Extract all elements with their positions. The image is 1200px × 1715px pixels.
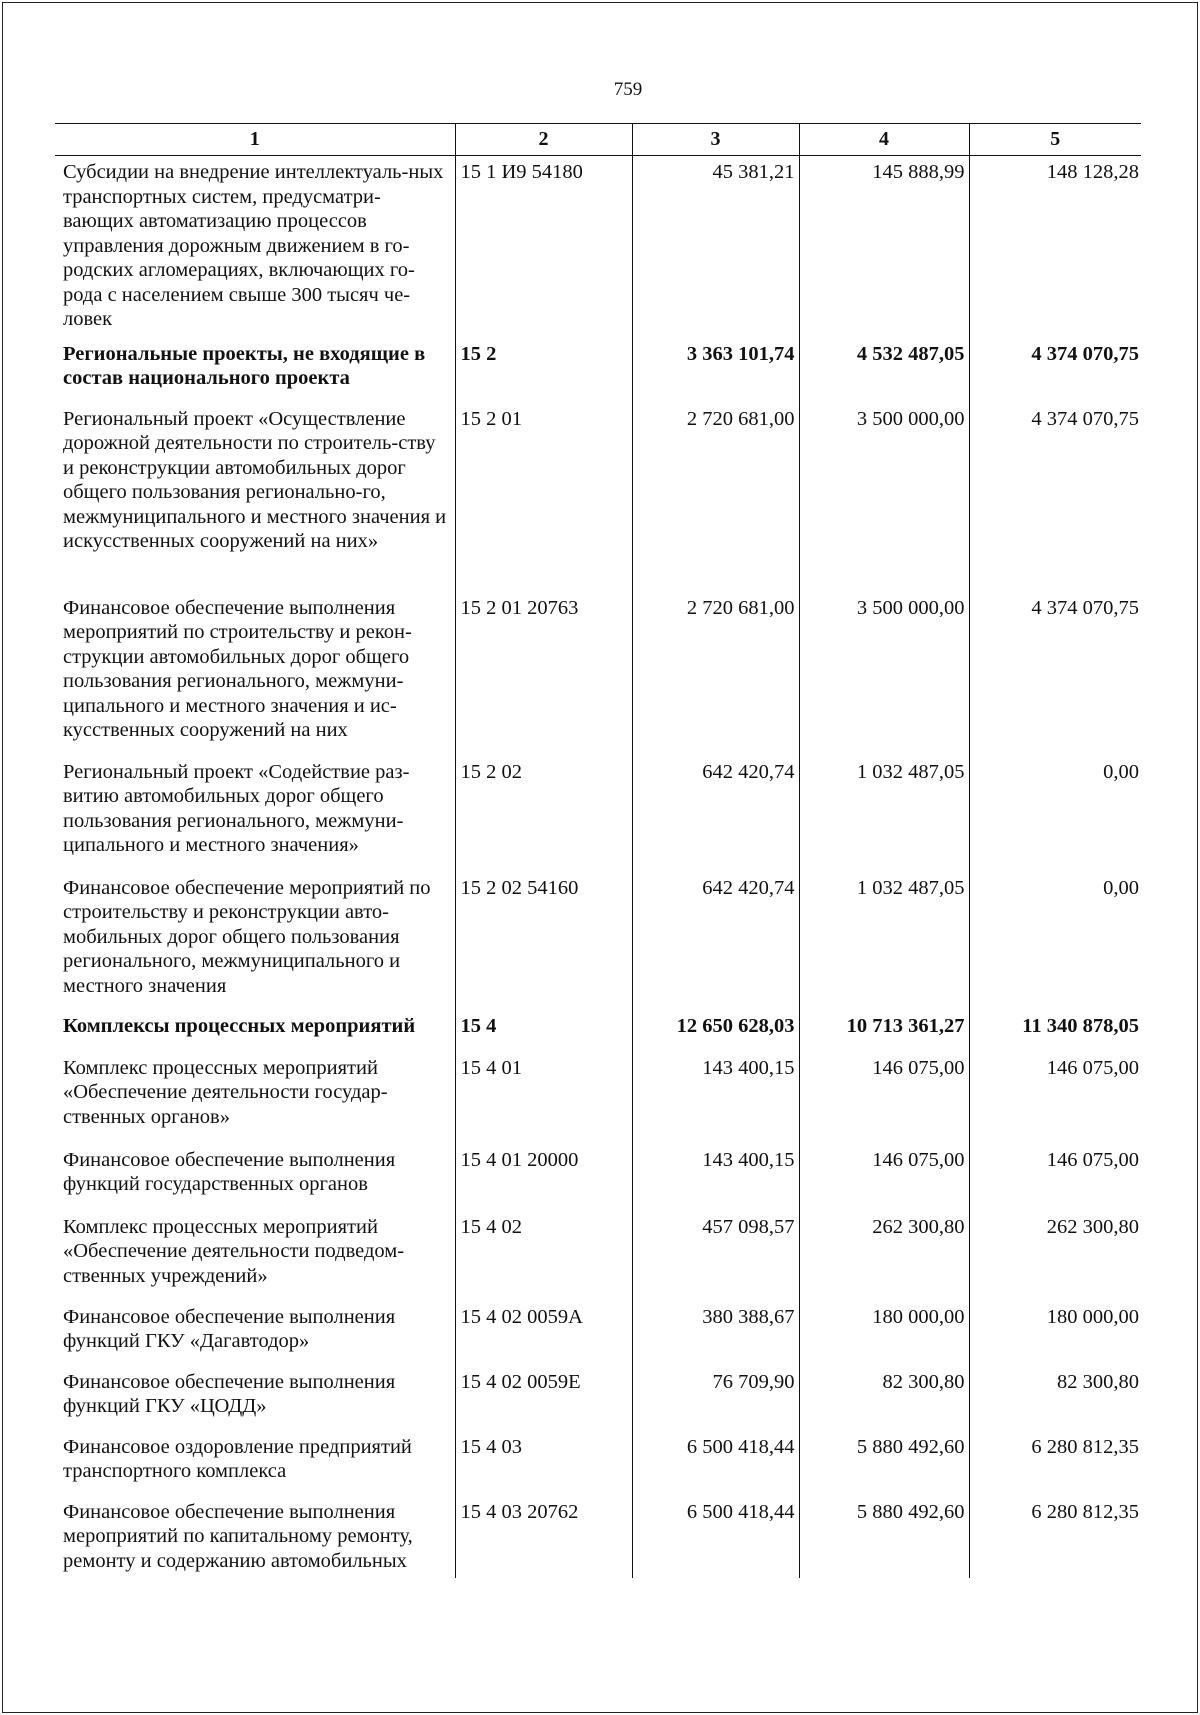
value-col-4: 1 032 487,05 <box>799 756 969 872</box>
item-name: Региональный проект «Осуществление дорожной деятельности по строитель-ству и реконструкции автомобильных дорог общего пользования регионально-го, межмуниципального и местного значения и искусственных сооружений на них» <box>63 407 447 552</box>
value-col-5: 4 374 070,75 <box>969 403 1141 592</box>
value-col-3: 45 381,21 <box>632 156 799 338</box>
item-name: Финансовое оздоровление предприятий транспортного комплекса <box>63 1435 412 1482</box>
table-row <box>55 592 1141 756</box>
item-name: Комплексы процессных мероприятий <box>63 1014 416 1037</box>
value-col-3: 642 420,74 <box>632 872 799 1010</box>
table-row <box>55 1366 1141 1431</box>
header-col-3: 3 <box>632 124 799 156</box>
item-name: Субсидии на внедрение интеллектуаль-ных транспортных систем, предусматри-вающих автоматизацию процессов управления дорожным движением в го-родских агломерациях, включающих го-рода с населением свыше 300 тысяч че-ловек <box>63 161 444 330</box>
value-col-3: 12 650 628,03 <box>632 1010 799 1052</box>
value-col-4: 1 032 487,05 <box>799 872 969 1010</box>
budget-table <box>55 123 1141 1578</box>
item-code: 15 4 <box>455 1010 632 1052</box>
table-row <box>55 338 1141 403</box>
value-col-5: 6 280 812,35 <box>969 1496 1141 1578</box>
value-col-5: 4 374 070,75 <box>969 592 1141 756</box>
table-row <box>55 1010 1141 1052</box>
value-col-3: 2 720 681,00 <box>632 403 799 592</box>
value-col-5: 146 075,00 <box>969 1144 1141 1211</box>
item-name: Комплекс процессных мероприятий «Обеспечение деятельности государ-ственных органов» <box>63 1056 388 1128</box>
value-col-4: 180 000,00 <box>799 1301 969 1366</box>
header-col-2: 2 <box>455 124 632 156</box>
header-col-1: 1 <box>55 124 455 156</box>
value-col-4: 146 075,00 <box>799 1144 969 1211</box>
value-col-4: 10 713 361,27 <box>799 1010 969 1052</box>
value-col-3: 143 400,15 <box>632 1144 799 1211</box>
table-body <box>55 156 1141 1578</box>
value-col-3: 6 500 418,44 <box>632 1431 799 1496</box>
value-col-3: 642 420,74 <box>632 756 799 872</box>
item-code: 15 4 02 0059А <box>455 1301 632 1366</box>
value-col-3: 2 720 681,00 <box>632 592 799 756</box>
item-name: Региональный проект «Содействие раз-витию автомобильных дорог общего пользования регионального, межмуни-ципального и местного значения» <box>63 760 410 856</box>
item-name: Региональные проекты, не входящие в состав национального проекта <box>63 342 426 389</box>
value-col-3: 6 500 418,44 <box>632 1496 799 1578</box>
value-col-4: 3 500 000,00 <box>799 403 969 592</box>
item-code: 15 1 И9 54180 <box>455 156 632 338</box>
value-col-5: 4 374 070,75 <box>969 338 1141 403</box>
value-col-4: 146 075,00 <box>799 1052 969 1144</box>
value-col-4: 5 880 492,60 <box>799 1496 969 1578</box>
table-row <box>55 1144 1141 1211</box>
page-number: 759 <box>613 79 643 100</box>
item-code: 15 2 01 <box>455 403 632 592</box>
header-col-4: 4 <box>799 124 969 156</box>
value-col-5: 180 000,00 <box>969 1301 1141 1366</box>
value-col-3: 3 363 101,74 <box>632 338 799 403</box>
header-col-5: 5 <box>969 124 1141 156</box>
table-header <box>55 124 1141 156</box>
table-row <box>55 1211 1141 1301</box>
item-code: 15 4 03 <box>455 1431 632 1496</box>
table-row <box>55 872 1141 1010</box>
item-code: 15 2 <box>455 338 632 403</box>
value-col-5: 11 340 878,05 <box>969 1010 1141 1052</box>
item-code: 15 4 01 <box>455 1052 632 1144</box>
table-row <box>55 156 1141 338</box>
value-col-4: 262 300,80 <box>799 1211 969 1301</box>
item-code: 15 4 03 20762 <box>455 1496 632 1578</box>
item-code: 15 2 02 <box>455 756 632 872</box>
table-row <box>55 1301 1141 1366</box>
value-col-5: 146 075,00 <box>969 1052 1141 1144</box>
value-col-3: 457 098,57 <box>632 1211 799 1301</box>
value-col-3: 143 400,15 <box>632 1052 799 1144</box>
item-code: 15 2 02 54160 <box>455 872 632 1010</box>
value-col-4: 4 532 487,05 <box>799 338 969 403</box>
table-row <box>55 403 1141 592</box>
table-row <box>55 1496 1141 1578</box>
item-name: Финансовое обеспечение выполнения мероприятий по капитальному ремонту, ремонту и содержанию автомобильных <box>63 1500 413 1572</box>
value-col-5: 148 128,28 <box>969 156 1141 338</box>
value-col-4: 82 300,80 <box>799 1366 969 1431</box>
item-name: Комплекс процессных мероприятий «Обеспечение деятельности подведом-ственных учреждений» <box>63 1215 405 1287</box>
header-row <box>55 124 1141 156</box>
item-name: Финансовое обеспечение выполнения функций ГКУ «Дагавтодор» <box>63 1305 396 1352</box>
value-col-5: 6 280 812,35 <box>969 1431 1141 1496</box>
value-col-4: 5 880 492,60 <box>799 1431 969 1496</box>
item-code: 15 4 02 0059Е <box>455 1366 632 1431</box>
value-col-5: 0,00 <box>969 756 1141 872</box>
value-col-5: 0,00 <box>969 872 1141 1010</box>
value-col-5: 262 300,80 <box>969 1211 1141 1301</box>
table-row <box>55 1052 1141 1144</box>
item-name: Финансовое обеспечение выполнения функций государственных органов <box>63 1148 396 1195</box>
table-row <box>55 1431 1141 1496</box>
item-name: Финансовое обеспечение выполнения мероприятий по строительству и рекон-струкции автомобильных дорог общего пользования регионального, межмуни-ципального и местного значения и ис-кусственных сооружений на них <box>63 596 412 741</box>
item-code: 15 4 02 <box>455 1211 632 1301</box>
value-col-5: 82 300,80 <box>969 1366 1141 1431</box>
item-code: 15 4 01 20000 <box>455 1144 632 1211</box>
item-code: 15 2 01 20763 <box>455 592 632 756</box>
item-name: Финансовое обеспечение мероприятий по строительству и реконструкции авто-мобильных дорог общего пользования регионального, межмуниципального и местного значения <box>63 876 431 997</box>
value-col-3: 380 388,67 <box>632 1301 799 1366</box>
item-name: Финансовое обеспечение выполнения функций ГКУ «ЦОДД» <box>63 1370 396 1417</box>
value-col-4: 145 888,99 <box>799 156 969 338</box>
table-row <box>55 756 1141 872</box>
value-col-3: 76 709,90 <box>632 1366 799 1431</box>
value-col-4: 3 500 000,00 <box>799 592 969 756</box>
